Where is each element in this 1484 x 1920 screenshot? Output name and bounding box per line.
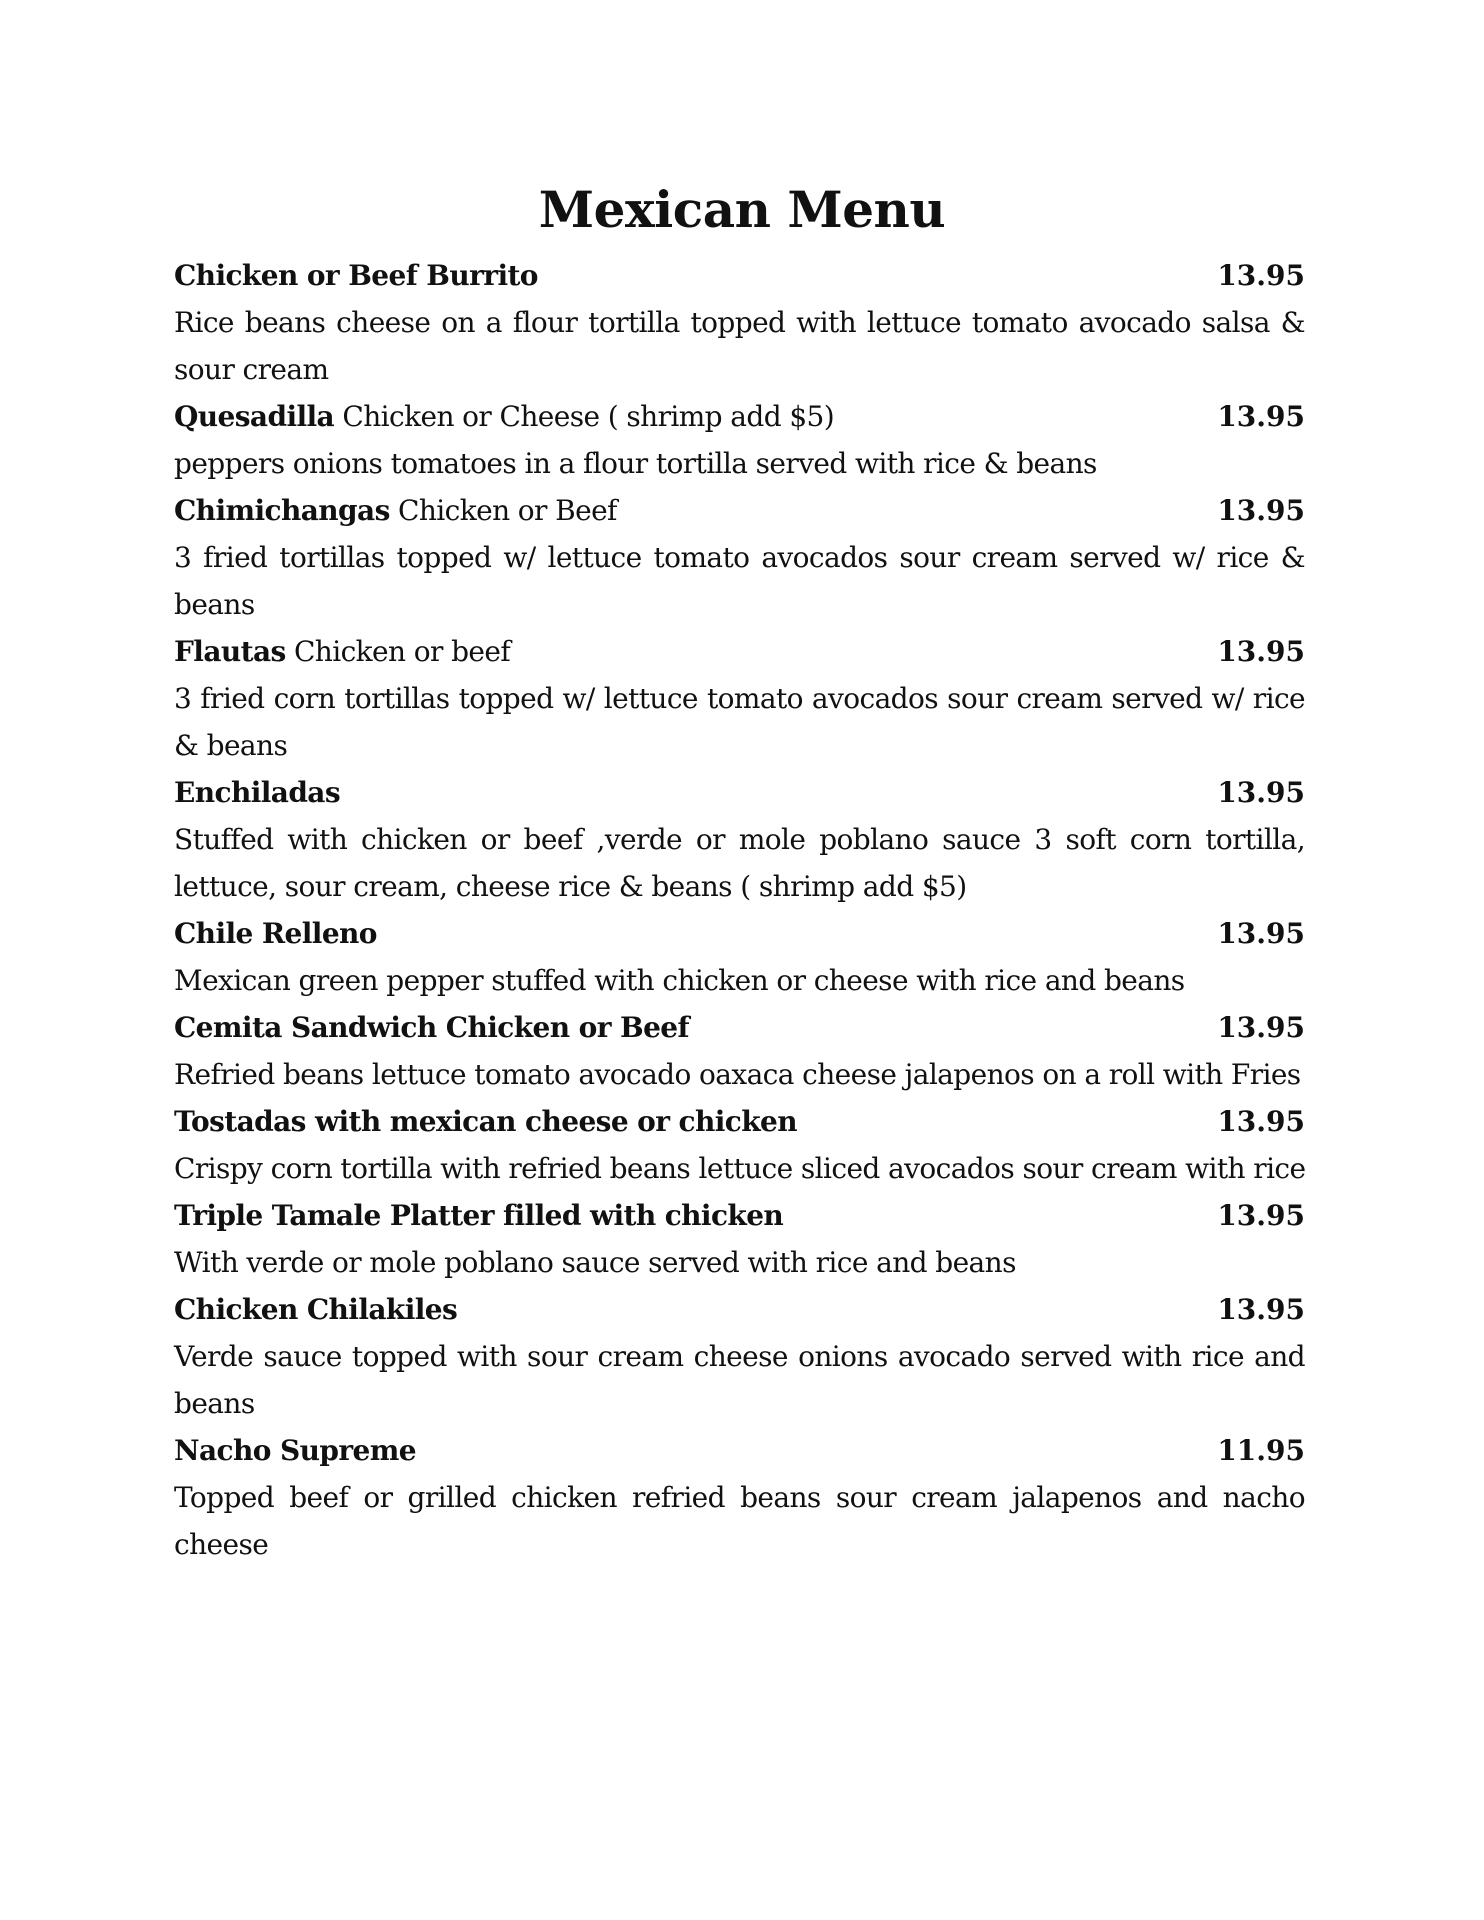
menu-item-description: 3 fried corn tortillas topped w/ lettuce tomato avocados sour cream served w/ rice & beans [174,682,1305,762]
menu-item-header [174,487,1305,534]
menu-title: Mexican Menu [538,180,946,239]
menu-item-description: Refried beans lettuce tomato avocado oaxaca cheese jalapenos on a roll with Fries [174,1058,1301,1091]
menu-item-description: Rice beans cheese on a flour tortilla topped with lettuce tomato avocado salsa & sour cream [174,306,1305,386]
menu-item-chile-relleno [174,910,1305,1004]
menu-item-chimichangas [174,487,1305,628]
menu-item-description: peppers onions tomatoes in a flour tortilla served with rice & beans [174,447,1097,480]
menu-item-header [174,1192,1305,1239]
menu-item-header [174,1286,1305,1333]
menu-item-description: Mexican green pepper stuffed with chicken or cheese with rice and beans [174,964,1185,997]
menu-item-name: Chicken or Beef Burrito [174,259,538,292]
menu-item-tamale-platter [174,1192,1305,1286]
menu-item-price: 11.95 [1217,1434,1305,1467]
menu-item-header [174,1098,1305,1145]
menu-item-header [174,252,1305,299]
menu-list [174,252,1305,1568]
menu-item-description: Verde sauce topped with sour cream cheese onions avocado served with rice and beans [174,1340,1305,1420]
menu-item-price: 13.95 [1217,1105,1305,1138]
menu-item-name: Tostadas with mexican cheese or chicken [174,1105,798,1138]
menu-item-header [174,1427,1305,1474]
menu-item-name: Enchiladas [174,776,341,809]
menu-item-price: 13.95 [1217,917,1305,950]
menu-item-cemita-sandwich [174,1004,1305,1098]
menu-item-price: 13.95 [1217,400,1305,433]
menu-item-options: Chicken or beef [285,635,511,668]
menu-item-name: Triple Tamale Platter filled with chicken [174,1199,784,1232]
menu-item-price: 13.95 [1217,1011,1305,1044]
menu-item-header [174,910,1305,957]
menu-item-description: Crispy corn tortilla with refried beans lettuce sliced avocados sour cream with rice [174,1152,1306,1185]
menu-item-tostadas [174,1098,1305,1192]
menu-item-enchiladas [174,769,1305,910]
menu-item-name: Chile Relleno [174,917,377,950]
menu-item-nacho-supreme [174,1427,1305,1568]
menu-item-price: 13.95 [1217,635,1305,668]
menu-item-chilakiles [174,1286,1305,1427]
menu-item-price: 13.95 [1217,776,1305,809]
menu-item-price: 13.95 [1217,1199,1305,1232]
menu-item-options: Chicken or Cheese ( shrimp add $5) [334,400,835,433]
menu-item-description: 3 fried tortillas topped w/ lettuce tomato avocados sour cream served w/ rice & beans [174,541,1305,621]
menu-item-header [174,628,1305,675]
menu-item-price: 13.95 [1217,494,1305,527]
menu-item-name: Flautas [174,635,286,668]
menu-item-name: Chimichangas [174,494,390,527]
menu-item-name: Quesadilla [174,400,335,433]
menu-item-description: Stuffed with chicken or beef ,verde or mole poblano sauce 3 soft corn tortilla, lettuce, sour cream, cheese rice & beans ( shrimp add $5) [174,823,1305,903]
menu-item-header [174,393,1305,440]
menu-item-header [174,769,1305,816]
menu-item-name: Cemita Sandwich Chicken or Beef [174,1011,689,1044]
menu-item-name: Nacho Supreme [174,1434,416,1467]
menu-item-header [174,1004,1305,1051]
menu-item-flautas [174,628,1305,769]
menu-item-name: Chicken Chilakiles [174,1293,458,1326]
menu-item-description: With verde or mole poblano sauce served with rice and beans [174,1246,1016,1279]
menu-item-description: Topped beef or grilled chicken refried beans sour cream jalapenos and nacho cheese [174,1481,1305,1561]
menu-item-price: 13.95 [1217,1293,1305,1326]
menu-item-quesadilla [174,393,1305,487]
menu-item-burrito [174,252,1305,393]
menu-item-options: Chicken or Beef [389,494,617,527]
menu-item-price: 13.95 [1217,259,1305,292]
